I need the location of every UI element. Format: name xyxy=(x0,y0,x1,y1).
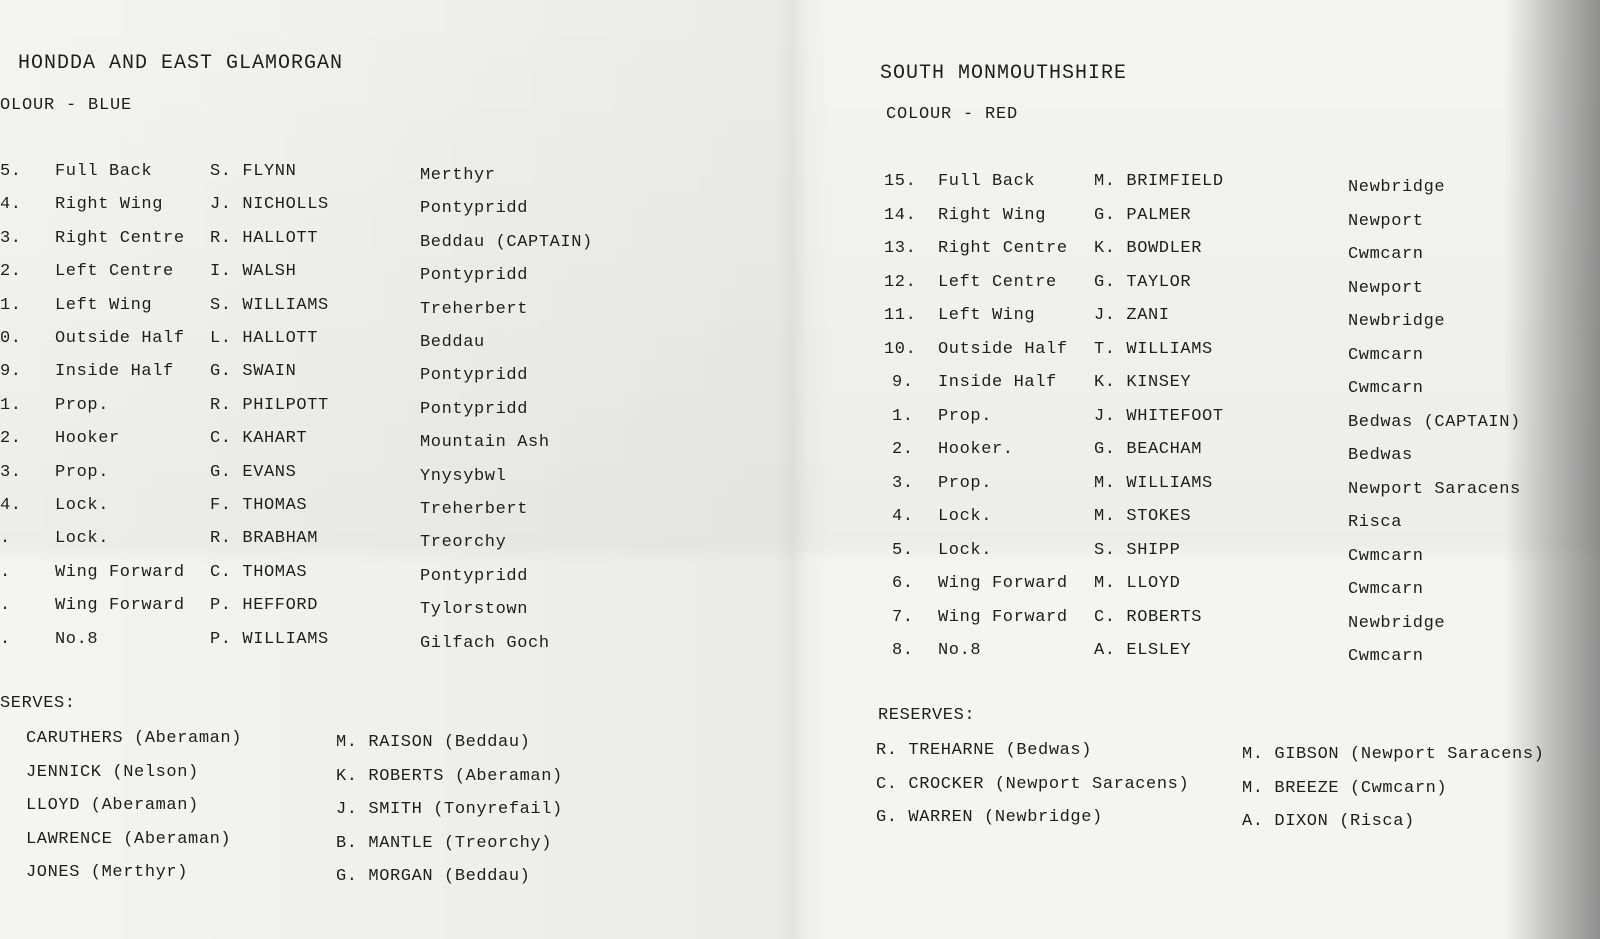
player-name: R. PHILPOTT xyxy=(210,396,329,415)
player-number: 1. xyxy=(0,296,22,315)
reserve-player: JONES (Merthyr) xyxy=(26,863,189,882)
player-club: Bedwas (CAPTAIN) xyxy=(1348,413,1521,432)
player-club: Merthyr xyxy=(420,166,496,185)
player-position: Lock. xyxy=(938,507,993,526)
player-name: S. FLYNN xyxy=(210,162,297,181)
reserve-player: R. TREHARNE (Bedwas) xyxy=(876,741,1093,760)
player-position: Full Back xyxy=(938,172,1036,191)
player-position: Right Centre xyxy=(938,239,1068,258)
player-position: Inside Half xyxy=(938,373,1057,392)
player-club: Mountain Ash xyxy=(420,433,550,452)
player-club: Tylorstown xyxy=(420,600,529,619)
player-name: K. BOWDLER xyxy=(1094,239,1203,258)
player-number: 2. xyxy=(892,440,914,459)
player-position: Left Wing xyxy=(55,296,153,315)
player-club: Cwmcarn xyxy=(1348,647,1424,666)
player-club: Beddau (CAPTAIN) xyxy=(420,233,593,252)
player-name: P. HEFFORD xyxy=(210,596,319,615)
player-number: 10. xyxy=(884,340,917,359)
player-position: Hooker xyxy=(55,429,120,448)
player-position: Wing Forward xyxy=(55,563,185,582)
player-name: L. HALLOTT xyxy=(210,329,319,348)
player-number: 8. xyxy=(892,641,914,660)
player-club: Cwmcarn xyxy=(1348,580,1424,599)
player-name: J. WHITEFOOT xyxy=(1094,407,1224,426)
left-reserves-label: SERVES: xyxy=(0,694,76,713)
left-team-title: HONDDA AND EAST GLAMORGAN xyxy=(18,52,344,75)
player-position: Lock. xyxy=(55,496,110,515)
player-name: C. THOMAS xyxy=(210,563,308,582)
player-position: Wing Forward xyxy=(55,596,185,615)
player-position: Prop. xyxy=(938,474,993,493)
player-club: Newbridge xyxy=(1348,178,1446,197)
reserve-player: M. GIBSON (Newport Saracens) xyxy=(1242,745,1545,764)
player-name: R. HALLOTT xyxy=(210,229,319,248)
player-position: Inside Half xyxy=(55,362,174,381)
right-reserves-label: RESERVES: xyxy=(878,706,976,725)
player-club: Treherbert xyxy=(420,500,529,519)
player-name: M. WILLIAMS xyxy=(1094,474,1213,493)
player-position: Right Wing xyxy=(938,206,1047,225)
player-club: Risca xyxy=(1348,513,1403,532)
reserve-player: M. BREEZE (Cwmcarn) xyxy=(1242,779,1448,798)
player-name: R. BRABHAM xyxy=(210,529,319,548)
player-name: F. THOMAS xyxy=(210,496,308,515)
player-position: Left Wing xyxy=(938,306,1036,325)
player-number: . xyxy=(0,529,11,548)
player-number: 4. xyxy=(892,507,914,526)
player-number: . xyxy=(0,596,11,615)
player-name: S. SHIPP xyxy=(1094,541,1181,560)
player-number: 6. xyxy=(892,574,914,593)
player-number: . xyxy=(0,563,11,582)
player-number: 3. xyxy=(0,229,22,248)
reserve-player: M. RAISON (Beddau) xyxy=(336,733,531,752)
player-position: Hooker. xyxy=(938,440,1014,459)
player-club: Newport xyxy=(1348,212,1424,231)
reserve-player: G. MORGAN (Beddau) xyxy=(336,867,531,886)
player-name: G. SWAIN xyxy=(210,362,297,381)
player-club: Cwmcarn xyxy=(1348,547,1424,566)
player-club: Newbridge xyxy=(1348,614,1446,633)
reserve-player: JENNICK (Nelson) xyxy=(26,763,199,782)
left-team-colour: OLOUR - BLUE xyxy=(0,96,133,115)
player-club: Newport xyxy=(1348,279,1424,298)
player-name: S. WILLIAMS xyxy=(210,296,329,315)
player-name: M. LLOYD xyxy=(1094,574,1181,593)
player-name: G. EVANS xyxy=(210,463,297,482)
player-name: C. KAHART xyxy=(210,429,308,448)
player-club: Gilfach Goch xyxy=(420,634,550,653)
reserve-player: G. WARREN (Newbridge) xyxy=(876,808,1103,827)
player-name: J. ZANI xyxy=(1094,306,1170,325)
player-club: Cwmcarn xyxy=(1348,346,1424,365)
player-club: Pontypridd xyxy=(420,400,529,419)
player-club: Treherbert xyxy=(420,300,529,319)
player-name: J. NICHOLLS xyxy=(210,195,329,214)
player-name: I. WALSH xyxy=(210,262,297,281)
player-number: 9. xyxy=(0,362,22,381)
player-name: G. BEACHAM xyxy=(1094,440,1203,459)
player-club: Cwmcarn xyxy=(1348,379,1424,398)
player-number: 13. xyxy=(884,239,917,258)
player-club: Ynysybwl xyxy=(420,467,507,486)
player-club: Pontypridd xyxy=(420,199,529,218)
reserve-player: K. ROBERTS (Aberaman) xyxy=(336,767,563,786)
player-number: 3. xyxy=(0,463,22,482)
player-club: Beddau xyxy=(420,333,485,352)
reserve-player: J. SMITH (Tonyrefail) xyxy=(336,800,563,819)
player-name: T. WILLIAMS xyxy=(1094,340,1213,359)
player-position: No.8 xyxy=(55,630,99,649)
player-club: Newbridge xyxy=(1348,312,1446,331)
player-number: 0. xyxy=(0,329,22,348)
player-position: Wing Forward xyxy=(938,574,1068,593)
player-position: Right Centre xyxy=(55,229,185,248)
player-name: G. TAYLOR xyxy=(1094,273,1192,292)
reserve-player: C. CROCKER (Newport Saracens) xyxy=(876,775,1190,794)
player-number: 2. xyxy=(0,262,22,281)
reserve-player: A. DIXON (Risca) xyxy=(1242,812,1415,831)
player-name: A. ELSLEY xyxy=(1094,641,1192,660)
player-number: 5. xyxy=(0,162,22,181)
player-club: Bedwas xyxy=(1348,446,1413,465)
player-number: 12. xyxy=(884,273,917,292)
player-club: Pontypridd xyxy=(420,266,529,285)
player-name: K. KINSEY xyxy=(1094,373,1192,392)
player-name: C. ROBERTS xyxy=(1094,608,1203,627)
player-number: 7. xyxy=(892,608,914,627)
player-position: Full Back xyxy=(55,162,153,181)
player-number: 11. xyxy=(884,306,917,325)
right-team-title: SOUTH MONMOUTHSHIRE xyxy=(880,62,1128,85)
player-position: Prop. xyxy=(55,463,110,482)
player-name: M. BRIMFIELD xyxy=(1094,172,1224,191)
player-name: P. WILLIAMS xyxy=(210,630,329,649)
player-number: 9. xyxy=(892,373,914,392)
player-number: 14. xyxy=(884,206,917,225)
player-position: Outside Half xyxy=(55,329,185,348)
player-number: 5. xyxy=(892,541,914,560)
player-position: Left Centre xyxy=(55,262,174,281)
reserve-player: B. MANTLE (Treorchy) xyxy=(336,834,553,853)
reserve-player: LAWRENCE (Aberaman) xyxy=(26,830,232,849)
player-position: Outside Half xyxy=(938,340,1068,359)
player-position: Lock. xyxy=(55,529,110,548)
player-number: 4. xyxy=(0,195,22,214)
player-number: 3. xyxy=(892,474,914,493)
player-number: 2. xyxy=(0,429,22,448)
reserve-player: LLOYD (Aberaman) xyxy=(26,796,199,815)
right-team-colour: COLOUR - RED xyxy=(886,105,1019,124)
player-club: Newport Saracens xyxy=(1348,480,1521,499)
player-position: Prop. xyxy=(938,407,993,426)
player-position: Wing Forward xyxy=(938,608,1068,627)
player-number: 4. xyxy=(0,496,22,515)
player-position: Lock. xyxy=(938,541,993,560)
player-name: G. PALMER xyxy=(1094,206,1192,225)
player-number: 1. xyxy=(0,396,22,415)
player-number: 15. xyxy=(884,172,917,191)
reserve-player: CARUTHERS (Aberaman) xyxy=(26,729,243,748)
player-club: Cwmcarn xyxy=(1348,245,1424,264)
player-position: Left Centre xyxy=(938,273,1057,292)
player-club: Pontypridd xyxy=(420,567,529,586)
player-position: No.8 xyxy=(938,641,982,660)
player-club: Treorchy xyxy=(420,533,507,552)
player-number: 1. xyxy=(892,407,914,426)
player-position: Right Wing xyxy=(55,195,164,214)
player-number: . xyxy=(0,630,11,649)
player-name: M. STOKES xyxy=(1094,507,1192,526)
player-club: Pontypridd xyxy=(420,366,529,385)
player-position: Prop. xyxy=(55,396,110,415)
